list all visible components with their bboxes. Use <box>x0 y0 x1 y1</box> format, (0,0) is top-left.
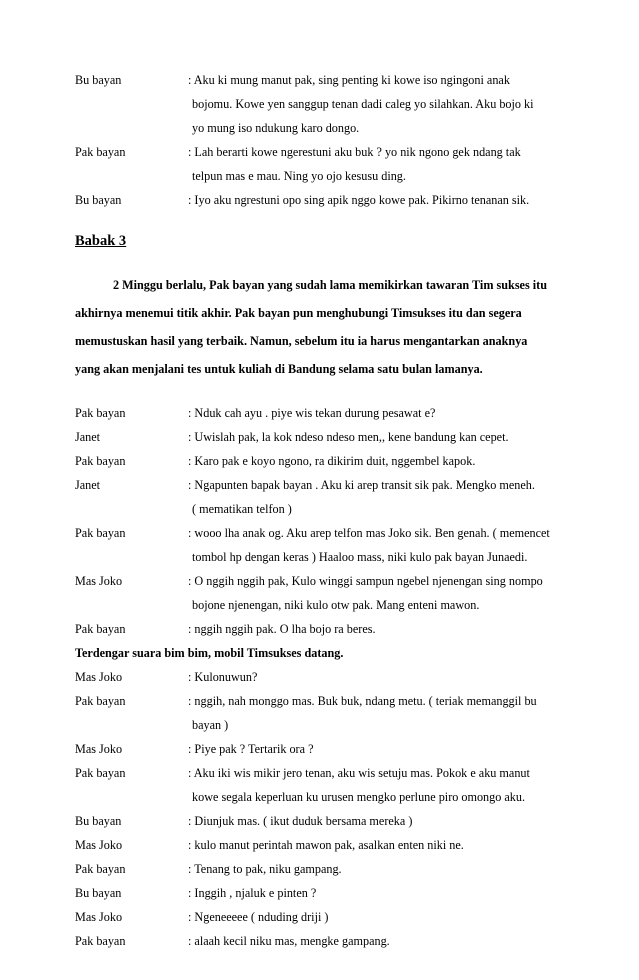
dialogue-row <box>75 188 575 212</box>
dialogue-text <box>188 68 575 140</box>
dialogue-line: : Nduk cah ayu . piye wis tekan durung pesawat e? <box>188 406 436 420</box>
speaker-name: Mas Joko <box>75 742 123 756</box>
dialogue-text <box>188 761 575 809</box>
speaker-name: Bu bayan <box>75 886 122 900</box>
dialogue-line: : Lah berarti kowe ngerestuni aku buk ? yo nik ngono gek ndang tak <box>188 145 521 159</box>
dialogue-row <box>75 521 575 569</box>
dialogue-row <box>75 929 575 953</box>
dialogue-row <box>75 68 575 140</box>
dialogue-row <box>75 665 575 689</box>
dialogue-text <box>188 569 575 617</box>
dialogue-row <box>75 140 575 188</box>
dialogue-text <box>188 401 575 425</box>
dialogue-line: kowe segala keperluan ku urusen mengko perlune piro omongo aku. <box>192 790 526 804</box>
dialogue-row <box>75 425 575 449</box>
speaker-name: Janet <box>75 478 101 492</box>
dialogue-line: bojone njenengan, niki kulo otw pak. Mang enteni mawon. <box>192 598 480 612</box>
dialogue-line: : alaah kecil niku mas, mengke gampang. <box>188 934 390 948</box>
speaker-name: Mas Joko <box>75 670 123 684</box>
dialogue-line: : Karo pak e koyo ngono, ra dikirim duit, nggembel kapok. <box>188 454 476 468</box>
speaker-name: Mas Joko <box>75 574 123 588</box>
narration-line: yang akan menjalani tes untuk kuliah di Bandung selama satu bulan lamanya. <box>75 362 483 376</box>
dialogue-text <box>188 425 575 449</box>
dialogue-line: : wooo lha anak og. Aku arep telfon mas Joko sik. Ben genah. ( memencet <box>188 526 550 540</box>
dialogue-text <box>188 521 575 569</box>
dialogue-section-3 <box>75 665 575 953</box>
dialogue-line: : Inggih , njaluk e pinten ? <box>188 886 317 900</box>
narration-line: memustuskan hasil yang terbaik. Namun, sebelum itu ia harus mengantarkan anaknya <box>75 334 528 348</box>
dialogue-line: : Tenang to pak, niku gampang. <box>188 862 342 876</box>
speaker-name: Pak bayan <box>75 766 126 780</box>
dialogue-text <box>188 737 575 761</box>
dialogue-row <box>75 617 575 641</box>
dialogue-line: : Kulonuwun? <box>188 670 258 684</box>
speaker-name: Pak bayan <box>75 526 126 540</box>
dialogue-row <box>75 857 575 881</box>
dialogue-row <box>75 809 575 833</box>
dialogue-text <box>188 617 575 641</box>
dialogue-line: : Uwislah pak, la kok ndeso ndeso men,, kene bandung kan cepet. <box>188 430 509 444</box>
speaker-name: Mas Joko <box>75 838 123 852</box>
dialogue-row <box>75 737 575 761</box>
narration-paragraph <box>75 271 575 383</box>
dialogue-row <box>75 905 575 929</box>
speaker-name: Pak bayan <box>75 622 126 636</box>
dialogue-row <box>75 881 575 905</box>
dialogue-text <box>188 833 575 857</box>
dialogue-line: bayan ) <box>192 718 229 732</box>
dialogue-text <box>188 929 575 953</box>
dialogue-line: tombol hp dengan keras ) Haaloo mass, niki kulo pak bayan Junaedi. <box>192 550 528 564</box>
dialogue-line: : nggih, nah monggo mas. Buk buk, ndang metu. ( teriak memanggil bu <box>188 694 537 708</box>
speaker-name: Bu bayan <box>75 73 122 87</box>
scene-heading: Babak 3 <box>75 233 127 249</box>
dialogue-line: : Iyo aku ngrestuni opo sing apik nggo kowe pak. Pikirno tenanan sik. <box>188 193 530 207</box>
dialogue-text <box>188 689 575 737</box>
dialogue-line: yo mung iso ndukung karo dongo. <box>192 121 360 135</box>
dialogue-text <box>188 188 575 212</box>
speaker-name: Janet <box>75 430 101 444</box>
dialogue-row <box>75 833 575 857</box>
speaker-name: Pak bayan <box>75 454 126 468</box>
dialogue-line: : Piye pak ? Tertarik ora ? <box>188 742 314 756</box>
dialogue-section-2 <box>75 401 575 641</box>
dialogue-row <box>75 761 575 809</box>
speaker-name: Bu bayan <box>75 193 122 207</box>
dialogue-text <box>188 665 575 689</box>
dialogue-line: : kulo manut perintah mawon pak, asalkan enten niki ne. <box>188 838 464 852</box>
speaker-name: Pak bayan <box>75 145 126 159</box>
dialogue-text <box>188 809 575 833</box>
dialogue-row <box>75 401 575 425</box>
dialogue-line: : O nggih nggih pak, Kulo winggi sampun ngebel njenengan sing nompo <box>188 574 543 588</box>
dialogue-text <box>188 857 575 881</box>
dialogue-line: telpun mas e mau. Ning yo ojo kesusu ding. <box>192 169 406 183</box>
dialogue-text <box>188 140 575 188</box>
dialogue-line: : Aku ki mung manut pak, sing penting ki kowe iso ngingoni anak <box>188 73 510 87</box>
dialogue-text <box>188 449 575 473</box>
speaker-name: Bu bayan <box>75 814 122 828</box>
dialogue-line: bojomu. Kowe yen sanggup tenan dadi caleg yo silahkan. Aku bojo ki <box>192 97 534 111</box>
dialogue-line: : nggih nggih pak. O lha bojo ra beres. <box>188 622 376 636</box>
dialogue-row <box>75 473 575 521</box>
narration-line: 2 Minggu berlalu, Pak bayan yang sudah lama memikirkan tawaran Tim sukses itu <box>113 278 547 292</box>
dialogue-text <box>188 881 575 905</box>
speaker-name: Mas Joko <box>75 910 123 924</box>
speaker-name: Pak bayan <box>75 406 126 420</box>
stage-direction: Terdengar suara bim bim, mobil Timsukses datang. <box>75 646 344 660</box>
speaker-name: Pak bayan <box>75 862 126 876</box>
dialogue-line: : Ngapunten bapak bayan . Aku ki arep transit sik pak. Mengko meneh. <box>188 478 535 492</box>
dialogue-row <box>75 569 575 617</box>
dialogue-line: ( mematikan telfon ) <box>192 502 292 516</box>
dialogue-text <box>188 473 575 521</box>
dialogue-text <box>188 905 575 929</box>
dialogue-row <box>75 449 575 473</box>
dialogue-line: : Aku iki wis mikir jero tenan, aku wis setuju mas. Pokok e aku manut <box>188 766 530 780</box>
dialogue-section-1 <box>75 68 575 212</box>
speaker-name: Pak bayan <box>75 934 126 948</box>
narration-line: akhirnya menemui titik akhir. Pak bayan pun menghubungi Timsukses itu dan segera <box>75 306 522 320</box>
dialogue-line: : Diunjuk mas. ( ikut duduk bersama mereka ) <box>188 814 413 828</box>
dialogue-row <box>75 689 575 737</box>
speaker-name: Pak bayan <box>75 694 126 708</box>
dialogue-line: : Ngeneeeee ( nduding driji ) <box>188 910 329 924</box>
script-page <box>75 68 575 953</box>
